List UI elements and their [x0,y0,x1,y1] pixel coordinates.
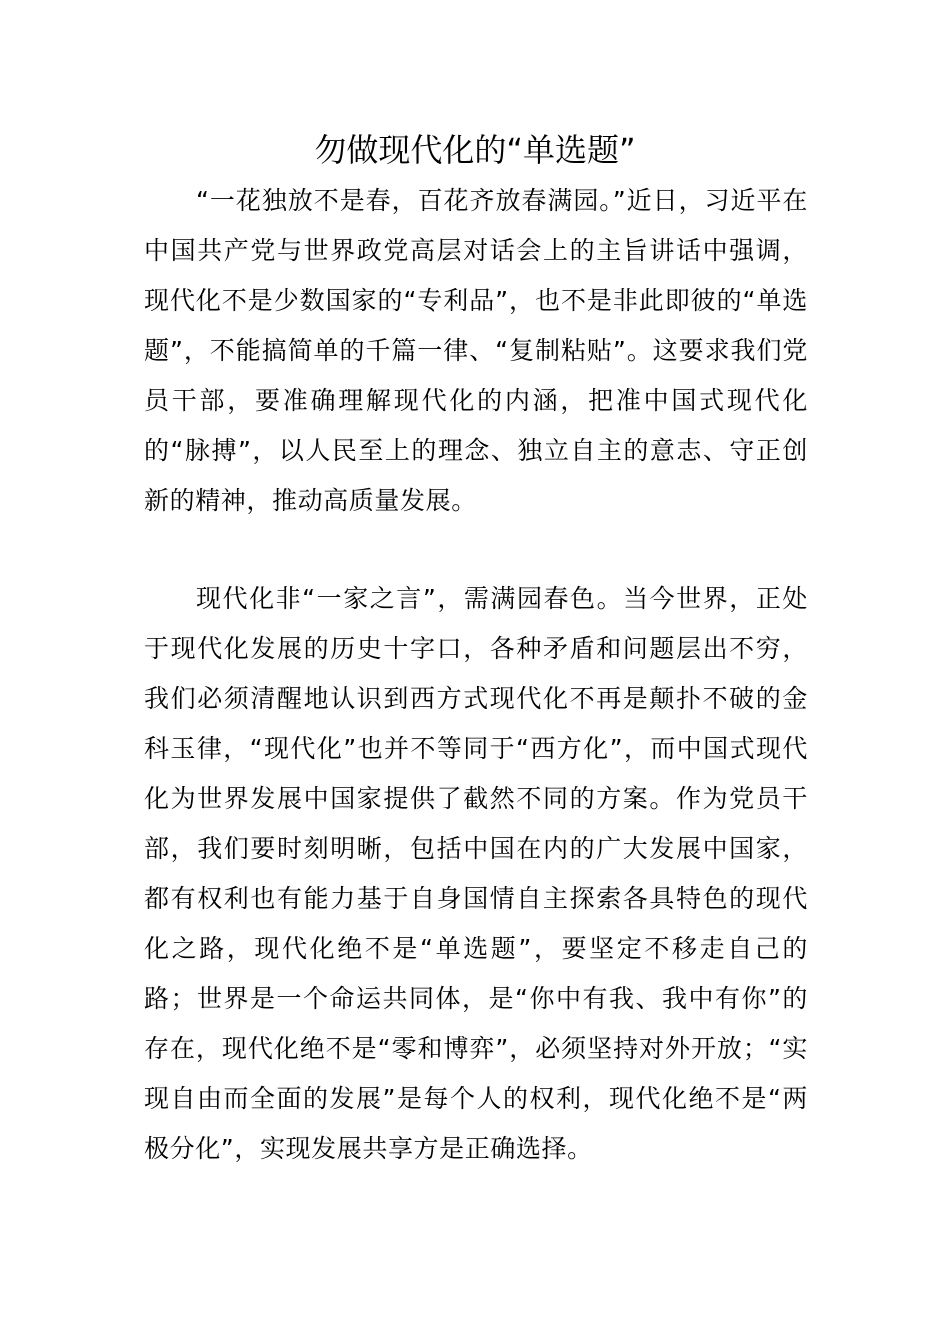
paragraph-2: 现代化非“一家之言”，需满园春色。当今世界，正处于现代化发展的历史十字口，各种矛盾和问题层出不穷，我们必须清醒地认识到西方式现代化不再是颠扑不破的金科玉律，“现代化”也并不等同于“西方化”，而中国式现代化为世界发展中国家提供了截然不同的方案。作为党员干部，我们要时刻明晰，包括中国在内的广大发展中国家，都有权利也有能力基于自身国情自主探索各具特色的现代化之路，现代化绝不是“单选题”，要坚定不移走自己的路；世界是一个命运共同体，是“你中有我、我中有你”的存在，现代化绝不是“零和博弈”，必须坚持对外开放；“实现自由而全面的发展”是每个人的权利，现代化绝不是“两极分化”，实现发展共享方是正确选择。 [144,584,808,1163]
document-title: 勿做现代化的“单选题” [314,131,636,169]
paragraph-1: “一花独放不是春，百花齐放春满园。”近日，习近平在中国共产党与世界政党高层对话会上的主旨讲话中强调，现代化不是少数国家的“专利品”，也不是非此即彼的“单选题”，不能搞简单的千篇一律、“复制粘贴”。这要求我们党员干部，要准确理解现代化的内涵，把准中国式现代化的“脉搏”，以人民至上的理念、独立自主的意志、守正创新的精神，推动高质量发展。 [144,186,808,515]
